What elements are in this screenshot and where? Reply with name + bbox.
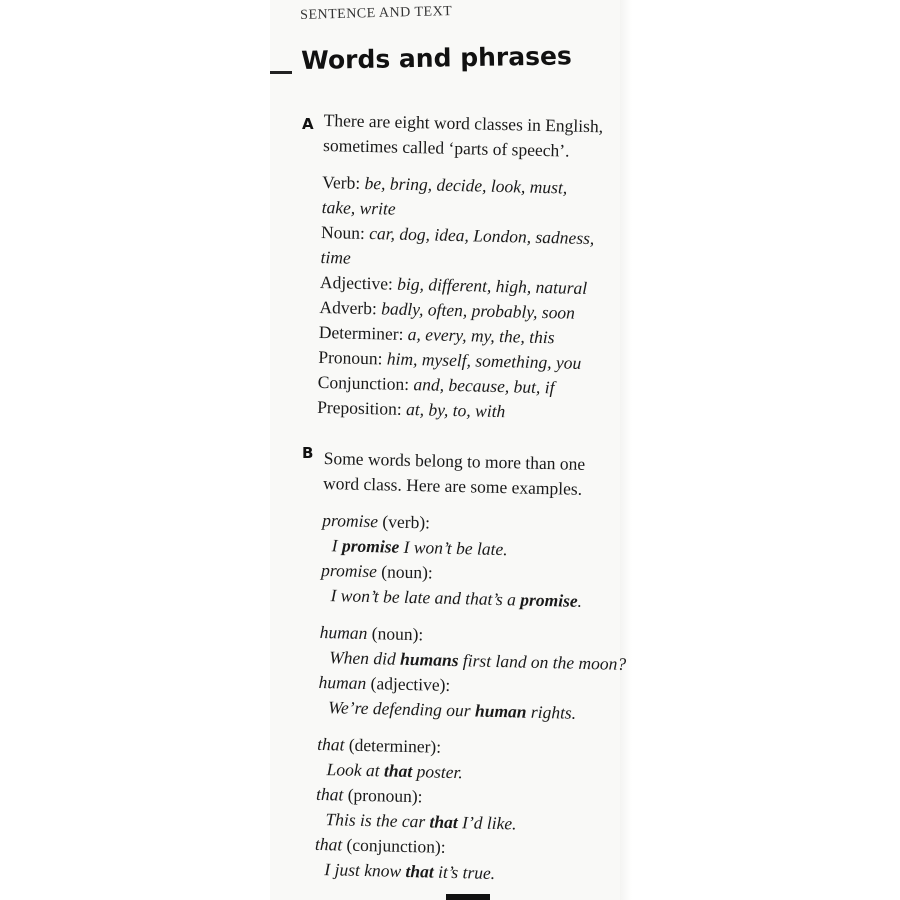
word-class-examples: car, dog, idea, London, sadness, bbox=[369, 223, 595, 249]
example-word: promise bbox=[322, 509, 379, 532]
sentence-part: I bbox=[331, 535, 343, 556]
example-word: promise bbox=[320, 559, 378, 582]
sentence-part: poster. bbox=[412, 761, 464, 783]
sentence-part: I just know bbox=[324, 859, 406, 881]
sentence-part: . bbox=[577, 590, 583, 611]
page-footer-mark bbox=[446, 894, 490, 900]
section-b-intro-line-2: word class. Here are some examples. bbox=[322, 472, 583, 499]
sentence-part: I won’t be late. bbox=[399, 536, 508, 560]
sentence-keyword: promise bbox=[341, 535, 400, 557]
word-class-examples: a, every, my, the, this bbox=[407, 323, 555, 348]
word-class-examples: and, because, but, if bbox=[413, 374, 555, 398]
word-class-examples: be, bring, decide, look, must, bbox=[364, 172, 568, 198]
title-marker bbox=[270, 71, 292, 74]
word-class-label: Verb: bbox=[322, 171, 361, 193]
section-a-intro-line-2: sometimes called ‘parts of speech’. bbox=[322, 134, 570, 161]
word-class-label: Adverb: bbox=[319, 296, 378, 319]
sentence-part: it’s true. bbox=[433, 861, 496, 883]
example-word: human bbox=[318, 671, 367, 694]
sentence-part: When did bbox=[328, 647, 401, 669]
word-class-examples-cont: take, write bbox=[321, 196, 396, 219]
word-class-label: Determiner: bbox=[318, 321, 404, 344]
sentence-keyword: that bbox=[383, 760, 413, 782]
sentence-part: Look at bbox=[326, 759, 385, 781]
example-class: (noun): bbox=[371, 623, 424, 645]
sentence-keyword: humans bbox=[399, 648, 459, 671]
word-class-label: Noun: bbox=[320, 221, 366, 243]
example-word: that bbox=[315, 783, 344, 805]
section-b bbox=[314, 446, 634, 889]
word-class-label: Preposition: bbox=[316, 396, 403, 419]
sentence-part: I’d like. bbox=[457, 812, 517, 834]
word-class-label: Conjunction: bbox=[317, 371, 410, 395]
example-class: (adjective): bbox=[370, 673, 451, 695]
section-a bbox=[317, 108, 634, 427]
section-a-intro-line-1: There are eight word classes in English, bbox=[323, 109, 604, 137]
example-word: that bbox=[317, 733, 345, 755]
word-class-examples: big, different, high, natural bbox=[397, 273, 588, 299]
sentence-part: This is the car bbox=[325, 809, 430, 832]
section-a-letter: A bbox=[302, 115, 314, 133]
section-b-letter: B bbox=[302, 444, 314, 462]
sentence-part: rights. bbox=[526, 701, 577, 723]
example-class: (pronoun): bbox=[347, 784, 423, 807]
word-class-examples: him, myself, something, you bbox=[386, 348, 582, 373]
sentence-part: first land on the moon? bbox=[458, 650, 627, 674]
word-class-examples: at, by, to, with bbox=[405, 398, 506, 422]
example-class: (verb): bbox=[382, 511, 431, 533]
word-class-examples: badly, often, probably, soon bbox=[380, 298, 576, 323]
example-class: (conjunction): bbox=[346, 834, 446, 857]
page-title: Words and phrases bbox=[301, 41, 573, 75]
word-class-label: Adjective: bbox=[319, 271, 394, 294]
sentence-keyword: promise bbox=[520, 589, 578, 611]
sentence-keyword: human bbox=[474, 700, 527, 722]
example-word: human bbox=[319, 621, 368, 644]
sentence-keyword: that bbox=[429, 811, 458, 833]
section-b-intro-line-1: Some words belong to more than one bbox=[323, 447, 586, 474]
example-class: (noun): bbox=[381, 561, 434, 583]
word-class-label: Pronoun: bbox=[318, 346, 383, 369]
example-list bbox=[314, 508, 632, 889]
word-class-list bbox=[317, 170, 633, 427]
sentence-part: I won’t be late and that’s a bbox=[330, 585, 521, 610]
word-class-examples-cont: time bbox=[320, 246, 351, 268]
example-class: (determiner): bbox=[348, 734, 442, 757]
example-word: that bbox=[314, 833, 343, 855]
sentence-keyword: that bbox=[405, 860, 435, 882]
running-head: SENTENCE AND TEXT bbox=[300, 4, 453, 23]
sentence-part: We’re defending our bbox=[327, 697, 476, 721]
